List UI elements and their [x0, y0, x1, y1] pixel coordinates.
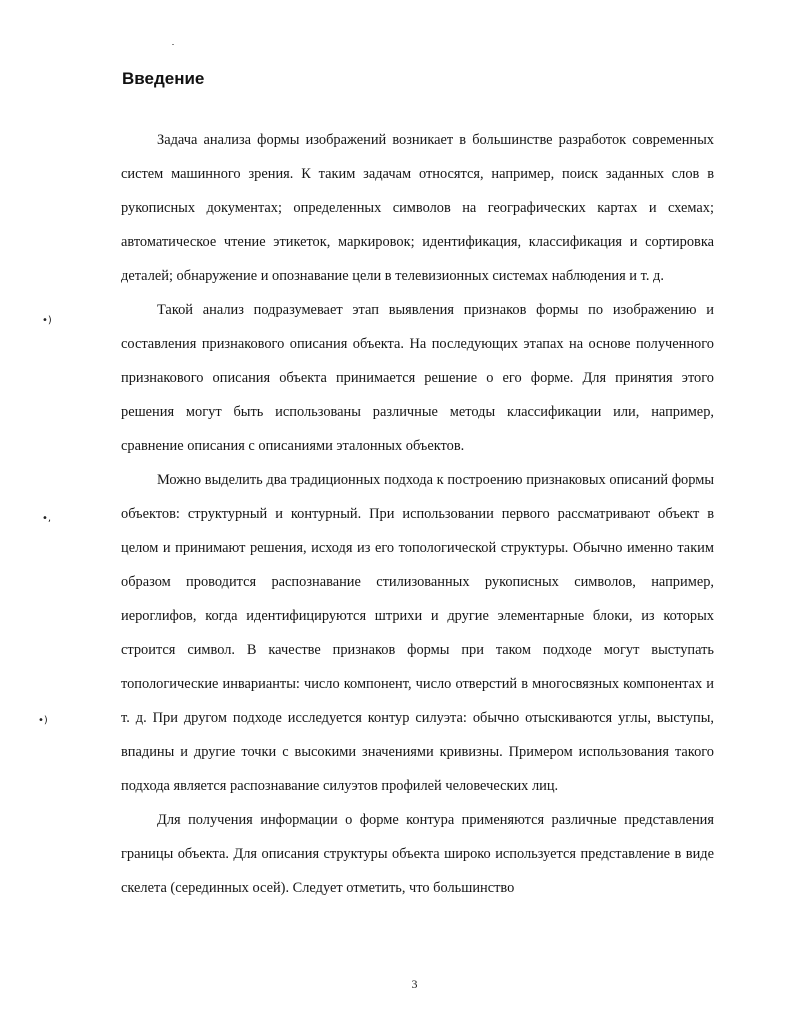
paragraph-4: Для получения информации о форме контура применяются различные представления границы объекта. Для описания структуры объекта широко используется представление в виде скелета (серединных осей). Следует отметить, что большинство — [121, 812, 714, 896]
paragraph-2: Такой анализ подразумевает этап выявления признаков формы по изображению и составления признакового описания объекта. На последующих этапах на основе полученного признакового описания объекта принимается решение о его форме. Для принятия этого решения могут быть использованы различные методы классификации или, например, сравнение описания с описаниями эталонных объектов. — [121, 302, 714, 454]
paragraph-1: Задача анализа формы изображений возникает в большинстве разработок современных систем машинного зрения. К таким задачам относятся, например, поиск заданных слов в рукописных документах; определенных символов на географических картах и схемах; автоматическое чтение этикеток, маркировок; идентификация, классификация и сортировка деталей; обнаружение и опознавание цели в телевизионных системах наблюдения и т. д. — [121, 132, 714, 284]
margin-mark-2: •, — [42, 513, 52, 524]
margin-mark-3: •) — [38, 715, 48, 726]
margin-mark-1: •) — [42, 315, 52, 326]
section-heading: Введение — [122, 69, 205, 88]
scan-speck — [172, 44, 174, 45]
paragraph-3: Можно выделить два традиционных подхода к построению признаковых описаний формы объектов: структурный и контурный. При использовании первого рассматривают объект в целом и принимают решения, исходя из его топологической структуры. Обычно именно таким образом проводится распознавание стилизованных рукописных символов, например, иероглифов, когда идентифицируются штрихи и другие элементарные блоки, из которых строится символ. В качестве признаков формы при таком подходе могут выступать топологические инварианты: число компонент, число отверстий в многосвязных компонентах и т. д. При другом подходе исследуется контур силуэта: обычно отыскиваются углы, выступы, впадины и другие точки с высокими значениями кривизны. Примером использования такого подхода является распознавание силуэтов профилей человеческих лиц. — [121, 472, 714, 794]
body-text — [121, 123, 714, 905]
page-number: 3 — [411, 977, 418, 991]
